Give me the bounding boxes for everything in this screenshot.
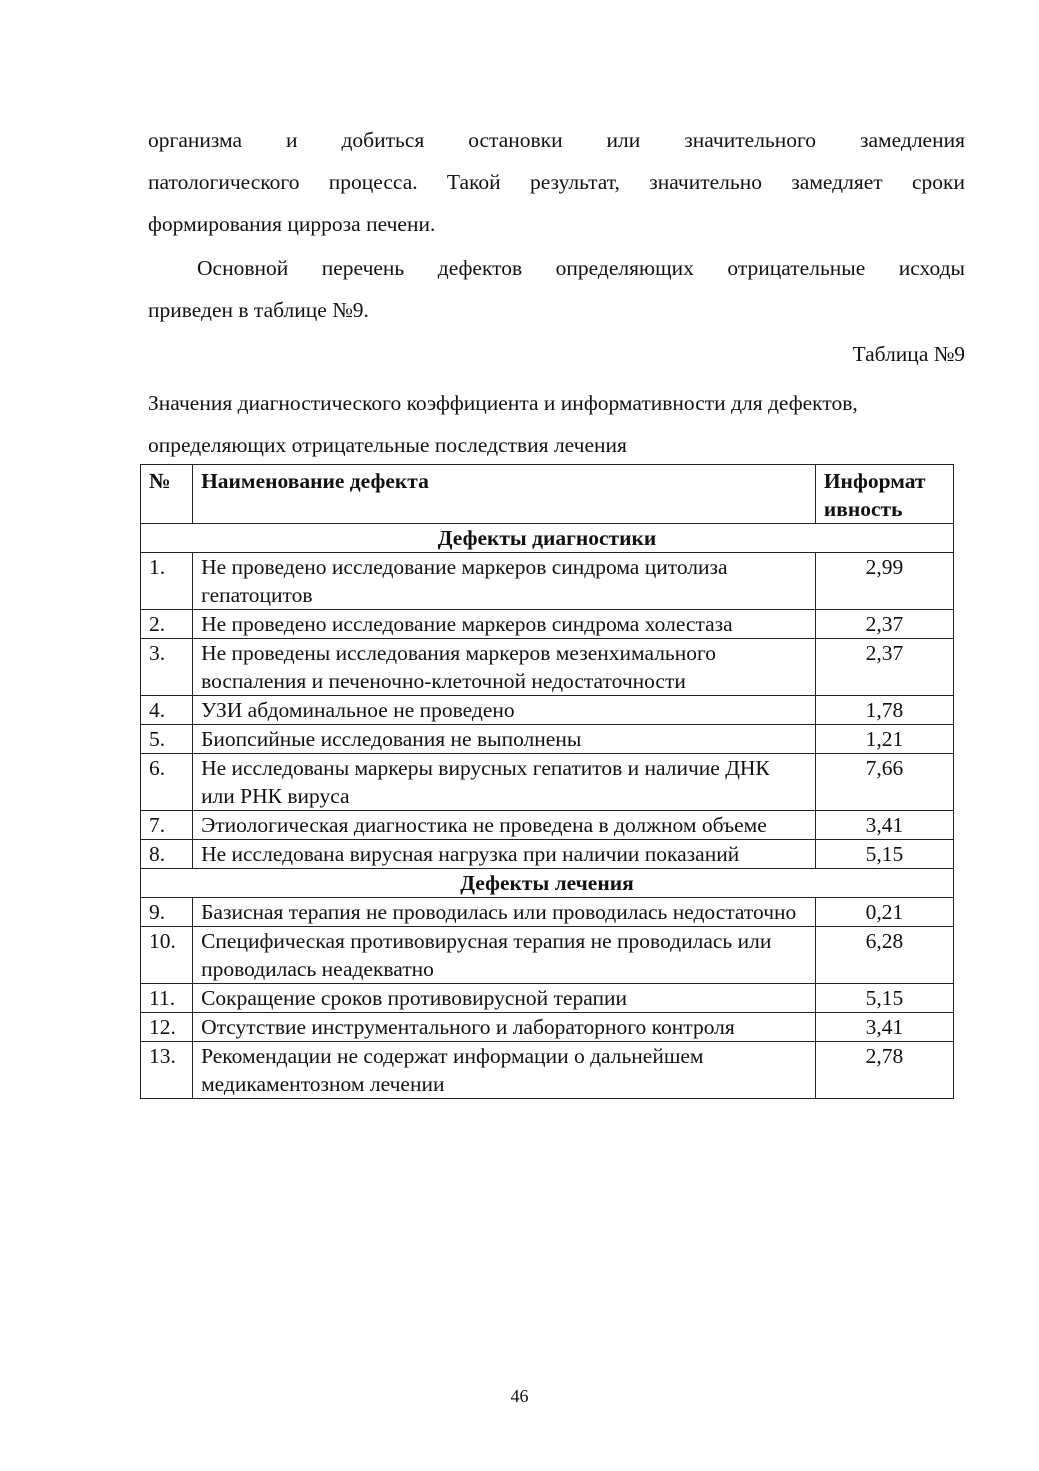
defects-table xyxy=(140,464,954,1099)
row-number: 4. xyxy=(141,696,193,725)
header-informativeness: Информат ивность xyxy=(815,465,953,524)
row-informativeness: 7,66 xyxy=(815,754,953,811)
paragraph-line: организма и добиться остановки или значительного замедления xyxy=(148,128,965,152)
table-body xyxy=(141,524,954,1099)
section-title: Дефекты лечения xyxy=(141,869,954,898)
row-defect-name: Сокращение сроков противовирусной терапии xyxy=(193,984,816,1013)
table-row xyxy=(141,754,954,811)
row-defect-name: Отсутствие инструментального и лабораторного контроля xyxy=(193,1013,816,1042)
table-row xyxy=(141,811,954,840)
row-informativeness: 2,99 xyxy=(815,553,953,610)
paragraph-intro xyxy=(148,254,965,338)
table-row xyxy=(141,610,954,639)
row-number: 12. xyxy=(141,1013,193,1042)
table-row xyxy=(141,553,954,610)
row-defect-name: Биопсийные исследования не выполнены xyxy=(193,725,816,754)
row-defect-name: УЗИ абдоминальное не проведено xyxy=(193,696,816,725)
row-number: 3. xyxy=(141,639,193,696)
row-defect-name: Не проведено исследование маркеров синдрома цитолиза гепатоцитов xyxy=(193,553,816,610)
table-row xyxy=(141,639,954,696)
row-informativeness: 2,37 xyxy=(815,610,953,639)
row-informativeness: 1,78 xyxy=(815,696,953,725)
table-row xyxy=(141,1013,954,1042)
table-row xyxy=(141,1042,954,1099)
paragraph-line: патологического процесса. Такой результат, значительно замедляет сроки xyxy=(148,170,965,194)
row-informativeness: 0,21 xyxy=(815,898,953,927)
paragraph-line: приведен в таблице №9. xyxy=(148,298,369,322)
row-number: 8. xyxy=(141,840,193,869)
table-row xyxy=(141,898,954,927)
table-label: Таблица №9 xyxy=(852,342,965,366)
header-defect-name: Наименование дефекта xyxy=(193,465,816,524)
row-defect-name: Базисная терапия не проводилась или проводилась недостаточно xyxy=(193,898,816,927)
table-header-row xyxy=(141,465,954,524)
row-informativeness: 5,15 xyxy=(815,840,953,869)
row-number: 6. xyxy=(141,754,193,811)
row-informativeness: 2,37 xyxy=(815,639,953,696)
row-defect-name: Специфическая противовирусная терапия не проводилась или проводилась неадекватно xyxy=(193,927,816,984)
section-title: Дефекты диагностики xyxy=(141,524,954,553)
table-section-row xyxy=(141,869,954,898)
table-row xyxy=(141,984,954,1013)
row-defect-name: Рекомендации не содержат информации о дальнейшем медикаментозном лечении xyxy=(193,1042,816,1099)
row-number: 11. xyxy=(141,984,193,1013)
paragraph-line: формирования цирроза печени. xyxy=(148,212,436,236)
table-section-row xyxy=(141,524,954,553)
row-informativeness: 3,41 xyxy=(815,1013,953,1042)
row-informativeness: 5,15 xyxy=(815,984,953,1013)
table-row xyxy=(141,927,954,984)
row-informativeness: 2,78 xyxy=(815,1042,953,1099)
table-caption: Значения диагностического коэффициента и информативности для дефектов, определяющих отрицательные последствия лечения xyxy=(148,391,858,457)
row-number: 13. xyxy=(141,1042,193,1099)
row-number: 9. xyxy=(141,898,193,927)
table-row xyxy=(141,725,954,754)
row-defect-name: Не проведены исследования маркеров мезенхимального воспаления и печеночно-клеточной недостаточности xyxy=(193,639,816,696)
row-number: 2. xyxy=(141,610,193,639)
row-number: 5. xyxy=(141,725,193,754)
paragraph-line: Основной перечень дефектов определяющих отрицательные исходы xyxy=(197,256,965,280)
row-informativeness: 6,28 xyxy=(815,927,953,984)
header-number: № xyxy=(141,465,193,524)
row-number: 1. xyxy=(141,553,193,610)
paragraph-continuation xyxy=(148,126,965,252)
table-row xyxy=(141,696,954,725)
page-number: 46 xyxy=(510,1386,529,1406)
row-informativeness: 3,41 xyxy=(815,811,953,840)
row-defect-name: Не исследованы маркеры вирусных гепатитов и наличие ДНК или РНК вируса xyxy=(193,754,816,811)
row-defect-name: Не исследована вирусная нагрузка при наличии показаний xyxy=(193,840,816,869)
row-defect-name: Не проведено исследование маркеров синдрома холестаза xyxy=(193,610,816,639)
row-informativeness: 1,21 xyxy=(815,725,953,754)
table-row xyxy=(141,840,954,869)
row-number: 10. xyxy=(141,927,193,984)
row-defect-name: Этиологическая диагностика не проведена в должном объеме xyxy=(193,811,816,840)
row-number: 7. xyxy=(141,811,193,840)
